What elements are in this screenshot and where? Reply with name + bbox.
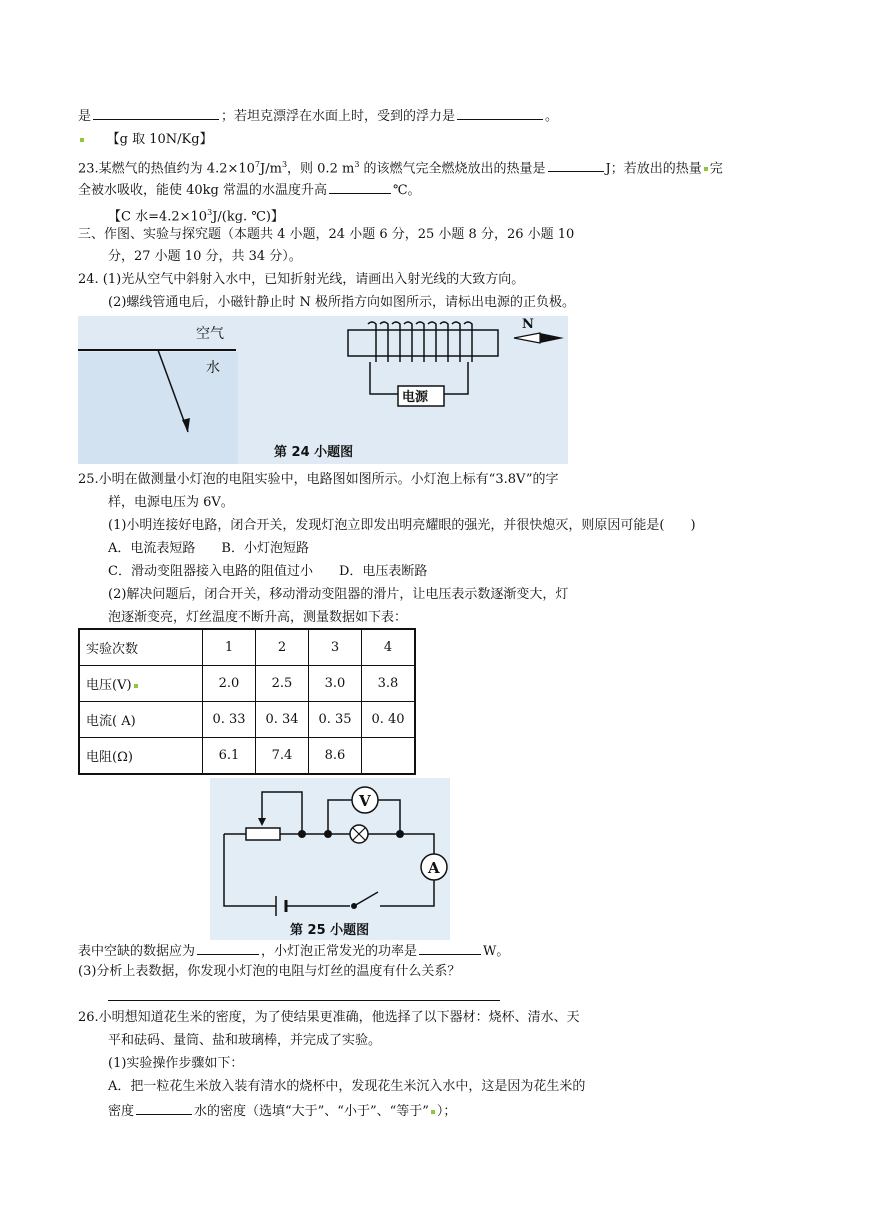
table-row (79, 666, 415, 702)
answer-blank[interactable] (419, 941, 481, 955)
question-26-1: (1)实验操作步骤如下： (108, 1056, 244, 1071)
water-label: 水 (206, 360, 220, 376)
answer-blank[interactable] (457, 106, 543, 120)
marker-dot (134, 684, 138, 688)
question-26-cont: 平和砝码、量筒、盐和玻璃棒，并完成了实验。 (108, 1033, 382, 1048)
voltmeter-label: V (359, 792, 371, 810)
question-23-note: 【C 水$=4.2\times 10^3J/(kg$. ℃)】 (108, 208, 284, 225)
table-cell: 0. 35 (309, 702, 362, 738)
text-line: 是 ；若坦克漂浮在水面上时，受到的浮力是 。 (78, 106, 558, 126)
table-cell: 电压(V) (79, 666, 203, 702)
junction-dot (396, 830, 404, 838)
marker-dot (431, 1110, 435, 1114)
text-line: 【g 取 10N/Kg】 (78, 131, 213, 149)
option-line: A．电流表短路 B．小灯泡短路 (108, 541, 309, 556)
rheostat (246, 828, 280, 840)
answer-blank[interactable] (197, 941, 259, 955)
table-cell: 4 (362, 629, 416, 666)
table-cell[interactable] (362, 738, 416, 775)
question-25-cont: 样，电源电压为 6V。 (108, 495, 234, 510)
table-cell: 电阻(Ω) (79, 738, 203, 775)
answer-blank[interactable] (136, 1101, 192, 1115)
answer-blank[interactable] (548, 158, 604, 172)
question-25-3: (3)分析上表数据，你发现小灯泡的电阻与灯丝的温度有什么关系？ (78, 964, 461, 979)
question-24-2: (2)螺线管通电后，小磁针静止时 N 极所指方向如图所示，请标出电源的正负极。 (108, 295, 576, 310)
marker-dot (704, 167, 708, 171)
figure-24 (78, 316, 568, 464)
air-label: 空气 (196, 326, 224, 342)
table-cell: 2 (256, 629, 309, 666)
ammeter-label: A (428, 859, 440, 877)
figure-25 (210, 778, 450, 940)
section-heading: 三、作图、实验与探究题（本题共 4 小题，24 小题 6 分，25 小题 8 分，26 小题 10 (78, 227, 575, 242)
figure-24-caption: 第 24 小题图 (274, 445, 354, 460)
table-cell: 1 (203, 629, 256, 666)
answer-blank[interactable] (329, 180, 391, 194)
section-heading-cont: 分，27 小题 10 分，共 34 分）。 (108, 249, 302, 264)
table-cell: 3.8 (362, 666, 416, 702)
junction-dot (298, 830, 306, 838)
question-25: 25.小明在做测量小灯泡的电阻实验中，电路图如图所示。小灯泡上标有“3.8V”的字 (78, 472, 559, 487)
table-cell: 3.0 (309, 666, 362, 702)
switch-pivot (351, 903, 357, 909)
table-cell: 2.5 (256, 666, 309, 702)
question-23-cont: 全被水吸收，能使 40kg 常温的水温度升高 ℃。 (78, 180, 421, 200)
table-cell: 8.6 (309, 738, 362, 775)
question-25-2: (2)解决问题后，闭合开关，移动滑动变阻器的滑片，让电压表示数逐渐变大，灯 (108, 587, 569, 602)
option-line: C．滑动变阻器接入电路的阻值过小 D．电压表断路 (108, 564, 428, 579)
table-cell: 电流( A) (79, 702, 203, 738)
table-cell: 7.4 (256, 738, 309, 775)
table-row (79, 738, 415, 775)
question-24-1: 24. (1)光从空气中斜射入水中，已知折射光线，请画出入射光线的大致方向。 (78, 272, 525, 287)
power-label: 电源 (402, 390, 429, 405)
junction-dot (324, 830, 332, 838)
answer-line[interactable] (108, 1000, 500, 1001)
question-26-step-a-cont: 密度 水的密度（选填“大于”、“小于”、“等于” ）； (108, 1101, 456, 1121)
table-row (79, 702, 415, 738)
table-cell: 3 (309, 629, 362, 666)
question-25-1: (1)小明连接好电路，闭合开关，发现灯泡立即发出明亮耀眼的强光，并很快熄灭，则原因可能是( ) (108, 518, 696, 533)
question-25-2-cont: 泡逐渐变亮，灯丝温度不断升高，测量数据如下表： (108, 610, 408, 625)
table-cell: 0. 40 (362, 702, 416, 738)
table-cell: 0. 33 (203, 702, 256, 738)
table-cell: 0. 34 (256, 702, 309, 738)
north-label: N (522, 317, 534, 332)
table-cell: 2.0 (203, 666, 256, 702)
question-25-answer: 表中空缺的数据应为 ，小灯泡正常发光的功率是 W。 (78, 941, 509, 961)
answer-blank[interactable] (93, 106, 219, 120)
question-26: 26.小明想知道花生米的密度，为了使结果更准确，他选择了以下器材：烧杯、清水、天 (78, 1010, 580, 1025)
measurement-table (78, 628, 416, 775)
marker-dot (80, 138, 84, 142)
question-26-step-a: A．把一粒花生米放入装有清水的烧杯中，发现花生米沉入水中，这是因为花生米的 (108, 1079, 586, 1094)
figure-25-caption: 第 25 小题图 (290, 923, 370, 938)
table-row (79, 629, 415, 666)
table-cell: 6.1 (203, 738, 256, 775)
question-23: 23.某燃气的热值约为 $4.2\times 10^7J/m^3$，则 0.2 $m^3$ 的该燃气完全燃烧放出的热量是 J；若放出的热量 完 (78, 160, 723, 177)
table-cell: 实验次数 (79, 629, 203, 666)
